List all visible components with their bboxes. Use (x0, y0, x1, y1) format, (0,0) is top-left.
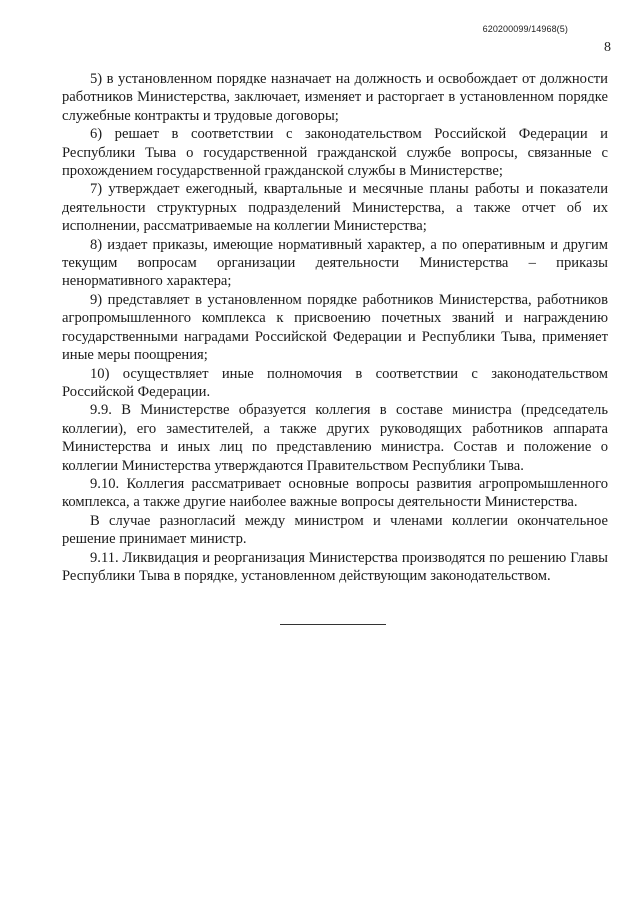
document-body (62, 70, 608, 585)
document-code: 620200099/14968(5) (482, 24, 568, 34)
paragraph-9-10: 9.10. Коллегия рассматривает основные вопросы развития агропромышленного комплекса, а также другие наиболее важные вопросы деятельности Министерства. (62, 475, 608, 511)
paragraph-item-8: 8) издает приказы, имеющие нормативный характер, а по оперативным и другим текущим вопросам организации деятельности Министерства – приказы ненормативного характера; (62, 236, 608, 290)
page-number: 8 (604, 40, 611, 55)
paragraph-item-9: 9) представляет в установленном порядке работников Министерства, работников агропромышленного комплекса к присвоению почетных званий и награждению государственными наградами Российской Федерации и Республики Тыва, применяет иные меры поощрения; (62, 291, 608, 364)
paragraph-9-9: 9.9. В Министерстве образуется коллегия в составе министра (председатель коллегии), его заместителей, а также других руководящих работников аппарата Министерства и иных лиц по представлению министра. Состав и положение о коллегии Министерства утверждаются Правительством Республики Тыва. (62, 402, 608, 474)
paragraph-item-5: 5) в установленном порядке назначает на должность и освобождает от должности работников Министерства, заключает, изменяет и расторгает в установленном порядке служебные контракты и трудовые договоры; (62, 71, 608, 124)
paragraph-disagreement: В случае разногласий между министром и членами коллегии окончательное решение принимает министр. (62, 512, 608, 548)
end-separator (280, 624, 386, 625)
paragraph-9-11: 9.11. Ликвидация и реорганизация Министерства производятся по решению Главы Республики Тыва в порядке, установленном действующим законодательством. (62, 549, 608, 584)
paragraph-item-7: 7) утверждает ежегодный, квартальные и месячные планы работы и показатели деятельности структурных подразделений Министерства, а также отчет об их исполнении, рассматриваемые на коллегии Министерства; (62, 181, 608, 235)
paragraph-item-6: 6) решает в соответствии с законодательством Российской Федерации и Республики Тыва о государственной гражданской службе вопросы, связанные с прохождением государственной гражданской службы в Министерстве; (62, 126, 608, 180)
paragraph-item-10: 10) осуществляет иные полномочия в соответствии с законодательством Российской Федерации. (62, 365, 608, 400)
